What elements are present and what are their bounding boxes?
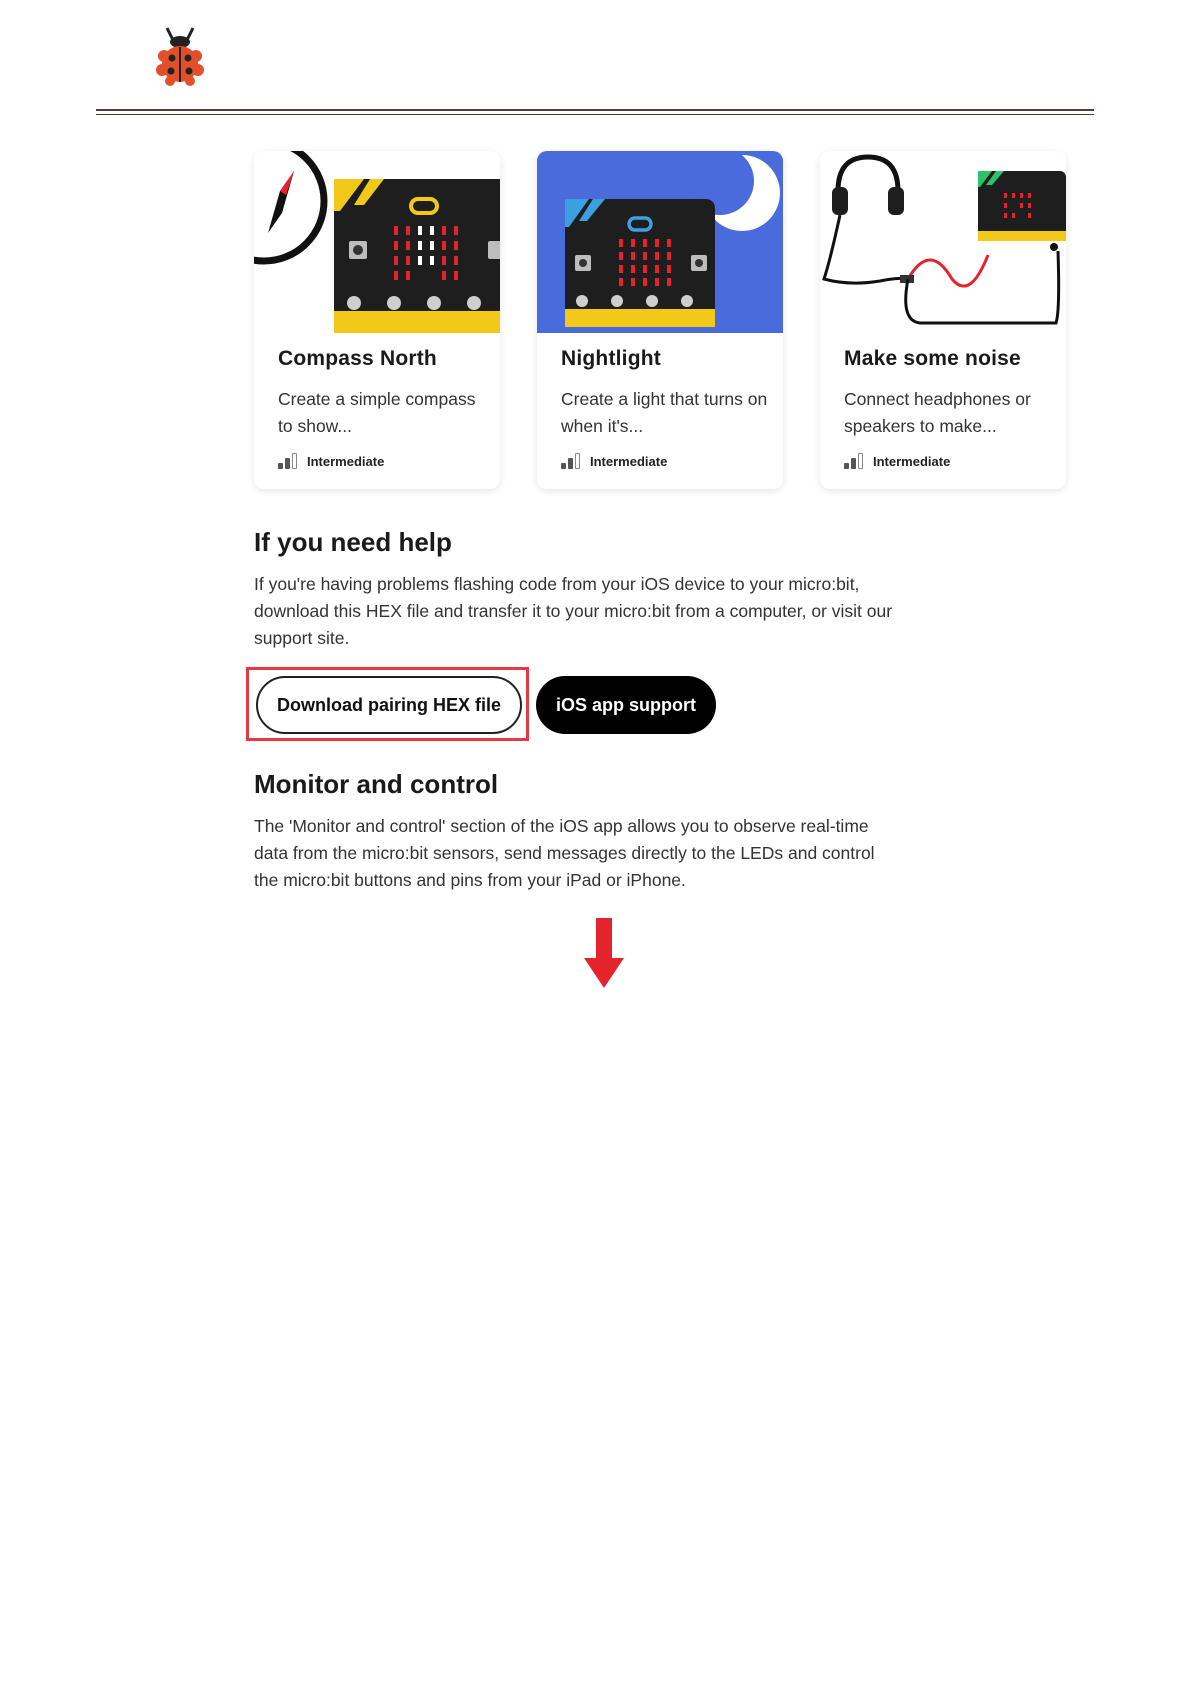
header-rule [96, 109, 1094, 111]
ladybug-logo-icon [155, 26, 205, 88]
card-title[interactable]: Compass North [278, 347, 437, 370]
difficulty-label: Intermediate [307, 453, 385, 469]
headphones-microbit-image [820, 151, 1066, 333]
card-title[interactable]: Make some noise [844, 347, 1021, 370]
project-cards [254, 151, 1066, 491]
difficulty-label: Intermediate [873, 453, 951, 469]
card-description: Connect headphones or speakers to make... [844, 389, 1031, 436]
header-rule-thin [96, 114, 1094, 115]
help-text: If you're having problems flashing code from your iOS device to your micro:bit, download this HEX file and transfer it to your micro:bit from a computer, or visit our support site. [254, 574, 893, 648]
difficulty-level [561, 451, 667, 471]
monitor-heading: Monitor and control [254, 769, 499, 799]
monitor-text: The 'Monitor and control' section of the iOS app allows you to observe real-time data from the micro:bit sensors, send messages directly to the LEDs and control the micro:bit buttons and pins from your iPad or iPhone. [254, 816, 875, 890]
difficulty-bars-icon [844, 453, 863, 469]
arrow-down-icon [584, 918, 624, 990]
difficulty-level [844, 451, 950, 471]
card-description: Create a light that turns on when it's... [561, 389, 768, 436]
card-description: Create a simple compass to show... [278, 389, 476, 436]
compass-microbit-image [254, 151, 500, 333]
nightlight-microbit-image [537, 151, 783, 333]
project-card-make-some-noise[interactable] [820, 151, 1066, 489]
difficulty-level [278, 451, 384, 471]
card-title[interactable]: Nightlight [561, 347, 661, 370]
ios-app-support-button[interactable]: iOS app support [536, 676, 716, 734]
difficulty-bars-icon [561, 453, 580, 469]
difficulty-bars-icon [278, 453, 297, 469]
project-card-nightlight[interactable] [537, 151, 783, 489]
project-card-compass-north[interactable] [254, 151, 500, 489]
difficulty-label: Intermediate [590, 453, 668, 469]
help-heading: If you need help [254, 527, 452, 557]
download-pairing-hex-button[interactable]: Download pairing HEX file [256, 676, 522, 734]
